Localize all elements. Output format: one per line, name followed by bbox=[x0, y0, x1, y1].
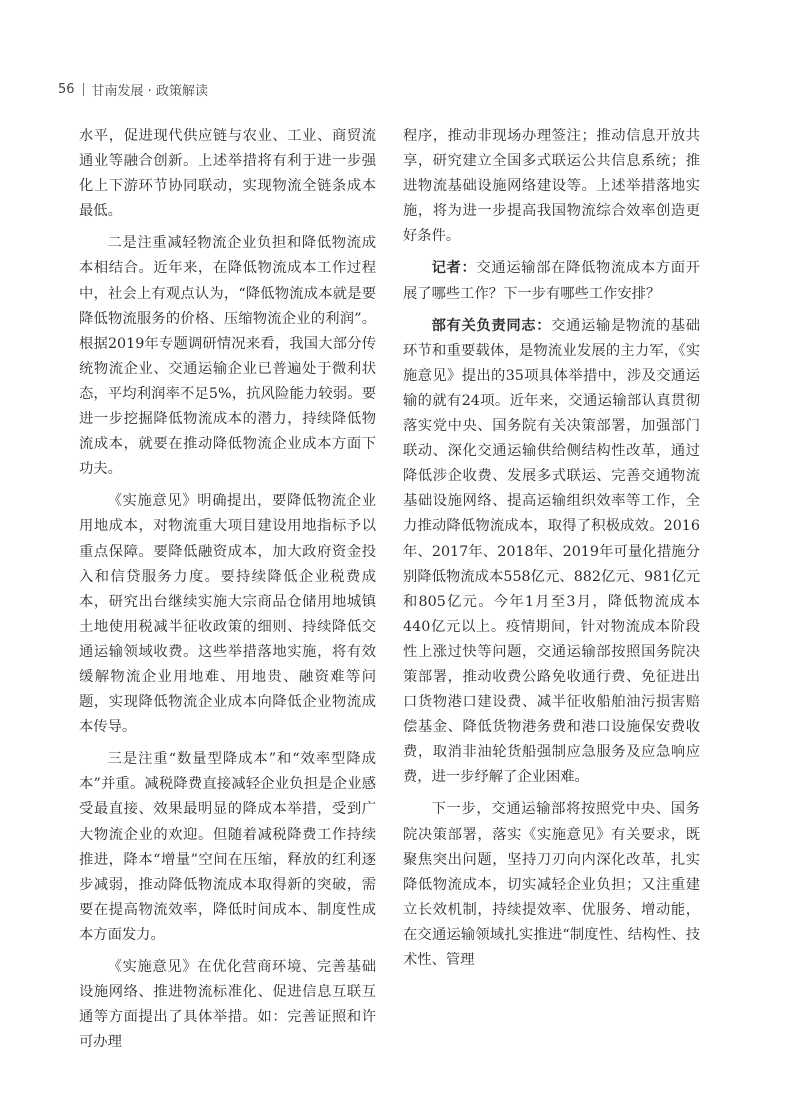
section-title: 甘南发展 · 政策解读 bbox=[91, 83, 208, 99]
header-divider bbox=[83, 83, 84, 96]
paragraph: 《实施意见》明确提出，要降低物流企业用地成本，对物流重大项目建设用地指标予以重点保障。要降低融资成本，加大政府资金投入和信贷服务力度。要持续降低企业税费成本，研究出台继续实施大宗商品仓储用地城镇土地使用税减半征收政策的细则、持续降低交通运输领域收费。这些举措落地实施，将有效缓解物流企业用地难、用地贵、融资难等问题，实现降低物流企业成本向降低企业物流成本传导。 bbox=[79, 493, 376, 736]
question-text: 交通运输部在降低物流成本方面开展了哪些工作？下一步有哪些工作安排？ bbox=[403, 260, 700, 302]
right-column bbox=[403, 124, 700, 973]
paragraph: 程序，推动非现场办理签注；推动信息开放共享，研究建立全国多式联运公共信息系统；推进物流基础设施网络建设等。上述举措落地实施，将为进一步提高我国物流综合效率创造更好条件。 bbox=[403, 128, 700, 245]
left-column bbox=[79, 124, 376, 1055]
official-label: 部有关负责同志： bbox=[431, 317, 552, 334]
reporter-label: 记者： bbox=[431, 260, 477, 277]
page-header bbox=[58, 78, 208, 100]
paragraph: 二是注重减轻物流企业负担和降低物流成本相结合。近年来，在降低物流成本工作过程中，社会上有观点认为，“降低物流成本就是要降低物流服务的价格、压缩物流企业的利润”。根据2019年专题调研情况来看，我国大部分传统物流企业、交通运输企业已普遍处于微利状态，平均利润率不足5%，抗风险能力较弱。要进一步挖掘降低物流成本的潜力，持续降低物流成本，就要在推动降低物流企业成本方面下功夫。 bbox=[79, 235, 376, 478]
reporter-question bbox=[403, 256, 700, 306]
official-answer bbox=[403, 314, 700, 791]
answer-text: 交通运输是物流的基础环节和重要载体，是物流业发展的主力军，《实施意见》提出的35项具体举措中，涉及交通运输的就有24项。近年来，交通运输部认真贯彻落实党中央、国务院有关决策部署，加强部门联动、深化交通运输供给侧结构性改革，通过降低涉企收费、发展多式联运、完善交通物流基础设施网络、提高运输组织效率等工作，全力推动降低物流成本，取得了积极成效。2016年、2017年、2018年、2019年可量化措施分别降低物流成本558亿元、882亿元、981亿元和805亿元。今年1月至3月，降低物流成本440亿元以上。疫情期间，针对物流成本阶段性上涨过快等问题，交通运输部按照国务院决策部署，推动收费公路免收通行费、免征进出口货物港口建设费、减半征收船舶油污损害赔偿基金、降低货物港务费和港口设施保安费收费，取消非油轮货船强制应急服务及应急响应费，进一步纾解了企业困难。 bbox=[403, 317, 701, 786]
paragraph: 三是注重“数量型降成本”和“效率型降成本”并重。减税降费直接减轻企业负担是企业感受最直接、效果最明显的降成本举措，受到广大物流企业的欢迎。但随着减税降费工作持续推进，降本“增量”空间在压缩，释放的红利逐步减弱，推动降低物流成本取得新的突破，需要在提高物流效率，降低时间成本、制度性成本方面发力。 bbox=[79, 751, 376, 943]
paragraph: 《实施意见》在优化营商环境、完善基础设施网络、推进物流标准化、促进信息互联互通等方面提出了具体举措。如：完善证照和许可办理 bbox=[79, 959, 376, 1051]
page-number: 56 bbox=[58, 81, 75, 97]
paragraph: 水平，促进现代供应链与农业、工业、商贸流通业等融合创新。上述举措将有利于进一步强化上下游环节协同联动，实现物流全链条成本最低。 bbox=[79, 128, 376, 220]
paragraph: 下一步，交通运输部将按照党中央、国务院决策部署，落实《实施意见》有关要求，既聚焦突出问题，坚持刀刃向内深化改革，扎实降低物流成本，切实减轻企业负担；又注重建立长效机制，持续提效率、优服务、增动能，在交通运输领域扎实推进“制度性、结构性、技术性、管理 bbox=[403, 801, 700, 968]
